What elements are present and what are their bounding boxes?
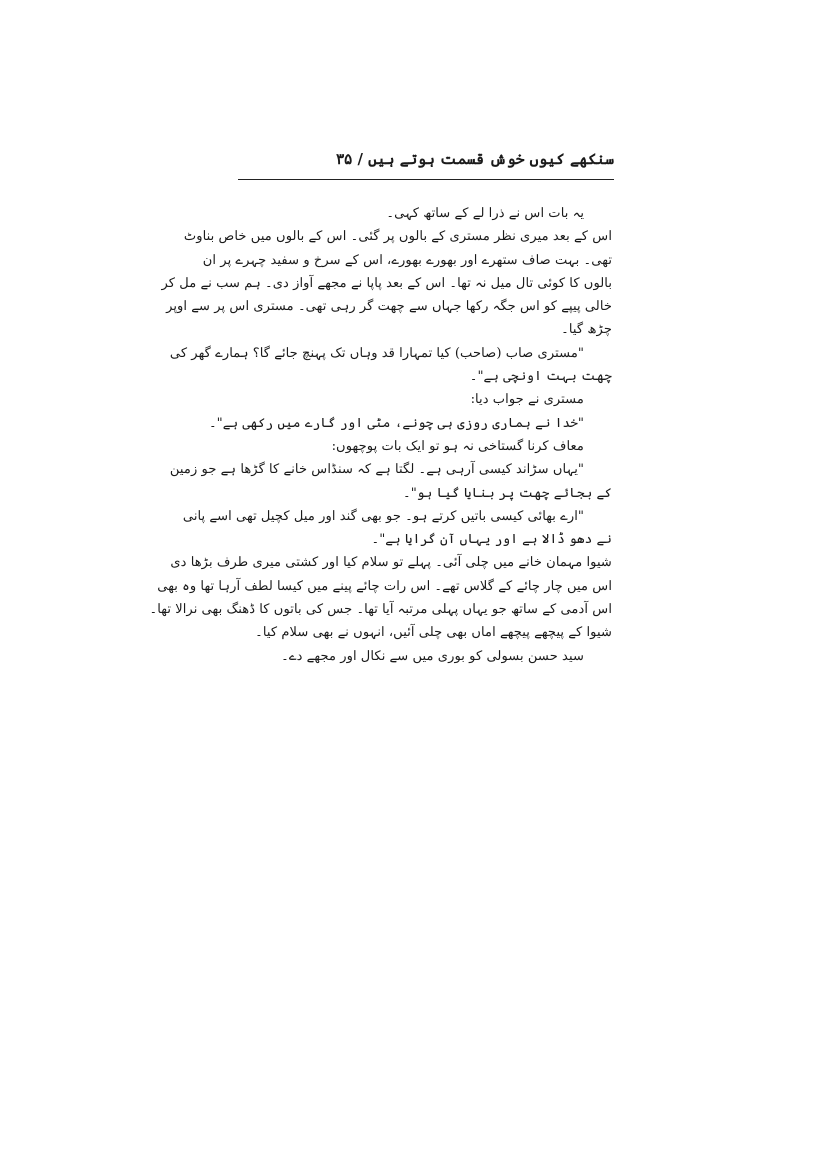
text-line: اس کے بعد میری نظر مستری کے بالوں پر گئی۔ اس کے بالوں میں خاص بناوٹ <box>183 229 612 245</box>
text-line: بالوں کا کوئی تال میل نہ تھا۔ اس کے بعد پاپا نے مجھے آواز دی۔ ہم سب نے مل کر <box>161 275 612 291</box>
text-line: کے بجائے چھت پر بنایا گیا ہو"۔ <box>403 485 612 501</box>
header-title: سنکھے کیوں خوش قسمت ہوتے ہیں / ۳۵ <box>336 150 614 168</box>
text-line: تھی۔ بہت صاف ستھرے اور بھورے بھورے، اس کے سرخ و سفید چہرے پر ان <box>202 252 612 268</box>
text-line: معاف کرنا گستاخی نہ ہو تو ایک بات پوچھوں: <box>331 438 584 454</box>
text-line: خالی پیپے کو اس جگہ رکھا جہاں سے چھت گر رہی تھی۔ مستری اس پر سے اوپر <box>166 299 612 315</box>
text-line: اس میں چار چائے کے گلاس تھے۔ اس رات چائے پینے میں کیسا لطف آرہا تھا وہ بھی <box>157 578 612 594</box>
text-line: سید حسن بسولی کو بوری میں سے نکال اور مجھے دے۔ <box>281 648 584 664</box>
text-line: یہ بات اس نے ذرا لے کے ساتھ کہی۔ <box>386 206 584 221</box>
running-header <box>238 146 614 180</box>
text-line: "خدا نے ہماری روزی ہی چونے، مٹی اور گارے میں رکھی ہے"۔ <box>208 415 584 431</box>
text-line: شیوا مہمان خانے میں چلی آئی۔ پہلے تو سلام کیا اور کشتی میری طرف بڑھا دی <box>170 555 612 571</box>
text-line: مستری نے جواب دیا: <box>470 392 584 408</box>
text-line: چڑھ گیا۔ <box>561 322 612 338</box>
header-rule <box>238 179 614 180</box>
text-line: چھت بہت اونچی ہے"۔ <box>469 369 612 385</box>
text-line: نے دھو ڈالا ہے اور یہاں آن گرایا ہے"۔ <box>371 532 612 548</box>
text-line: اس آدمی کے ساتھ جو یہاں پہلی مرتبہ آیا تھا۔ جس کی باتوں کا ڈھنگ بھی نرالا تھا۔ <box>149 602 612 618</box>
text-line: شیوا کے پیچھے پیچھے اماں بھی چلی آئیں، انہوں نے بھی سلام کیا۔ <box>255 625 612 641</box>
text-line: "یہاں سڑاند کیسی آرہی ہے۔ لگتا ہے کہ سنڈاس خانے کا گڑھا ہے جو زمین <box>169 462 584 478</box>
body-text <box>149 202 612 668</box>
text-line: "مستری صاب (صاحب) کیا تمہارا قد وہاں تک پہنچ جائے گا؟ ہمارے گھر کی <box>169 345 584 361</box>
text-line: "ارے بھائی کیسی باتیں کرتے ہو۔ جو بھی گند اور میل کچیل تھی اسے پانی <box>182 508 584 524</box>
